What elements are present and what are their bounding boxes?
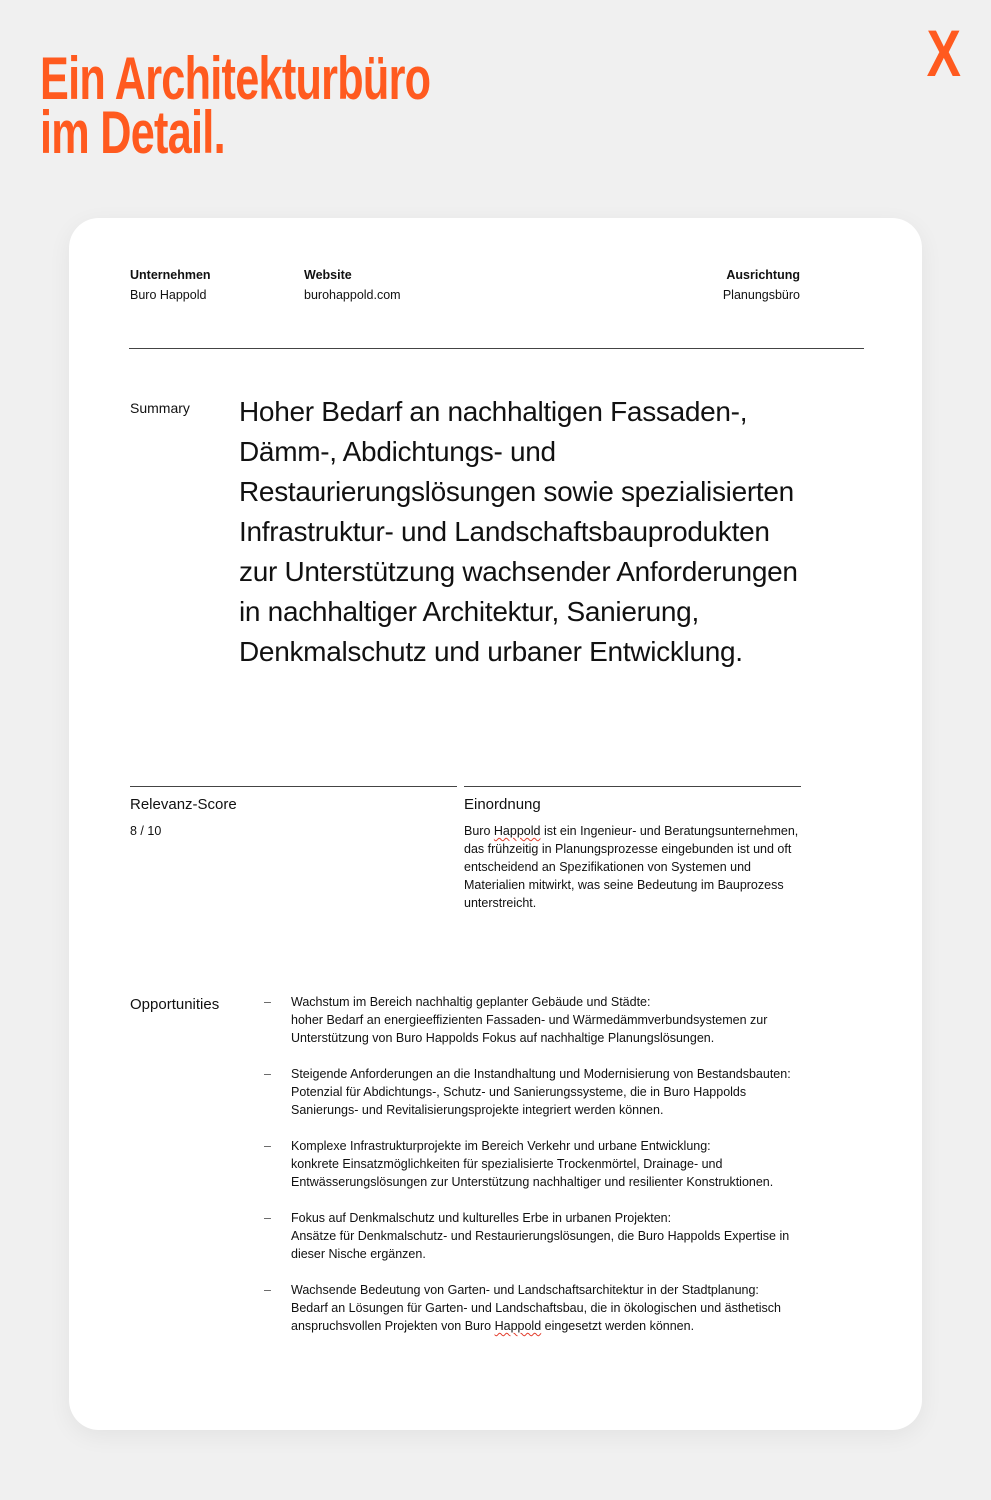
- orientation-value: Planungsbüro: [722, 288, 800, 302]
- spellcheck-highlight: Happold: [493, 824, 541, 838]
- opportunity-title: Komplexe Infrastrukturprojekte im Bereich Verkehr und urbane Entwicklung:: [291, 1139, 711, 1153]
- dash-bullet: –: [264, 1139, 271, 1153]
- opportunity-text: [291, 1299, 814, 1335]
- list-item: [264, 1281, 814, 1335]
- opportunities-label: Opportunities: [130, 996, 220, 1013]
- opportunity-text-b: eingesetzt werden können.: [541, 1319, 695, 1333]
- opportunity-title: Steigende Anforderungen an die Instandhaltung und Modernisierung von Bestandsbauten:: [291, 1067, 791, 1081]
- company-value: Buro Happold: [130, 288, 207, 302]
- relevance-label: Relevanz-Score: [130, 796, 237, 813]
- opportunity-text: Ansätze für Denkmalschutz- und Restaurierungslösungen, die Buro Happolds Expertise in dieser Nische ergänzen.: [291, 1229, 790, 1261]
- opportunity-title: Wachsende Bedeutung von Garten- und Landschaftsarchitektur in der Stadtplanung:: [291, 1283, 759, 1297]
- dash-bullet: –: [264, 1283, 271, 1297]
- close-button[interactable]: X: [926, 16, 961, 90]
- dash-bullet: –: [264, 1067, 271, 1081]
- website-label: Website: [304, 268, 352, 282]
- website-value: burohappold.com: [304, 288, 401, 302]
- classification-text-a: Buro: [464, 824, 494, 838]
- classification-text-b: ist ein Ingenieur- und Beratungsunternehmen, das frühzeitig in Planungsprozesse eingebunden ist und oft entscheidend an Spezifikationen von Systemen und Materialien mitwirkt, was seine Bedeutung im Bauprozess unterstreicht.: [464, 824, 799, 910]
- header-divider: [129, 348, 864, 349]
- relevance-value: 8 / 10: [130, 824, 162, 838]
- dash-bullet: –: [264, 995, 271, 1009]
- opportunity-text: konkrete Einsatzmöglichkeiten für spezialisierte Trockenmörtel, Drainage- und Entwässerungslösungen zur Unterstützung nachhaltiger und resilienter Konstruktionen.: [291, 1157, 774, 1189]
- headline-line-2: im Detail.: [40, 99, 225, 166]
- list-item: [264, 1065, 814, 1119]
- spellcheck-highlight: Happold: [494, 1319, 542, 1333]
- dash-bullet: –: [264, 1211, 271, 1225]
- list-item: [264, 1137, 814, 1191]
- company-profile-card: [69, 218, 922, 1430]
- opportunity-text: Potenzial für Abdichtungs-, Schutz- und Sanierungssysteme, die in Buro Happolds Sanierungs- und Revitalisierungsprojekte integriert werden können.: [291, 1085, 747, 1117]
- relevance-divider: [130, 786, 457, 787]
- opportunities-list: [264, 993, 814, 1353]
- classification-text: [464, 822, 804, 912]
- opportunity-text-a: Bedarf an Lösungen für Garten- und Landschaftsbau, die in ökologischen und ästhetisch anspruchsvollen Projekten von Buro: [291, 1301, 781, 1333]
- list-item: [264, 993, 814, 1047]
- classification-label: Einordnung: [464, 796, 541, 813]
- opportunity-title: Wachstum im Bereich nachhaltig geplanter Gebäude und Städte:: [291, 995, 651, 1009]
- orientation-label: Ausrichtung: [726, 268, 800, 282]
- summary-label: Summary: [130, 400, 190, 416]
- summary-text: Hoher Bedarf an nachhaltigen Fassaden-, Dämm-, Abdichtungs- und Restaurierungslösungen sowie spezialisierten Infrastruktur- und Landschaftsbauprodukten zur Unterstützung wachsender Anforderungen in nachhaltiger Architektur, Sanierung, Denkmalschutz und urbaner Entwicklung.: [239, 396, 798, 667]
- company-label: Unternehmen: [130, 268, 211, 282]
- opportunity-text: hoher Bedarf an energieeffizienten Fassaden- und Wärmedämmverbundsystemen zur Unterstützung von Buro Happolds Fokus auf nachhaltige Planungslösungen.: [291, 1013, 768, 1045]
- headline-line-1: Ein Architekturbüro: [40, 45, 431, 112]
- classification-divider: [464, 786, 801, 787]
- list-item: [264, 1209, 814, 1263]
- opportunity-title: Fokus auf Denkmalschutz und kulturelles Erbe in urbanen Projekten:: [291, 1211, 672, 1225]
- page-headline: [40, 45, 431, 166]
